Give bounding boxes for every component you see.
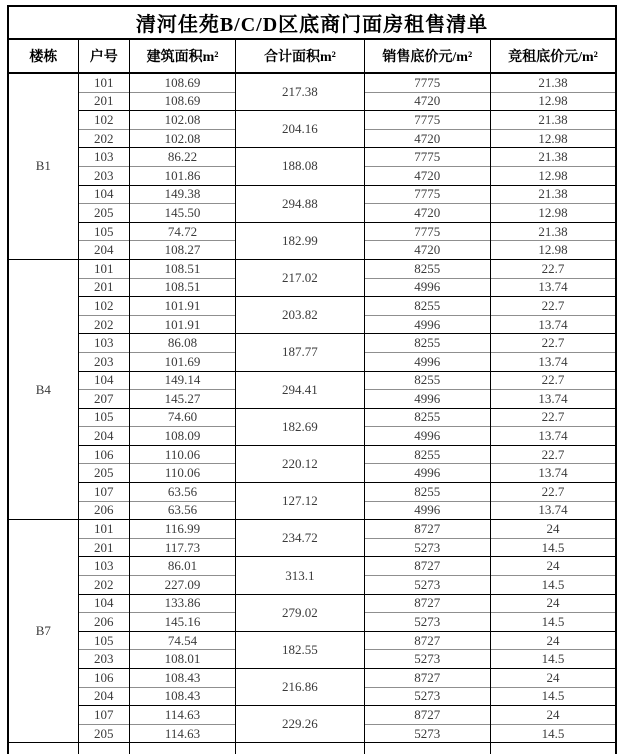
cell-area: 102.08 bbox=[129, 111, 235, 130]
table-row bbox=[8, 334, 616, 353]
cell-unit: 105 bbox=[78, 222, 129, 241]
cell-unit: 201 bbox=[78, 278, 129, 297]
cell-sale-price: 7775 bbox=[364, 73, 490, 92]
cell-area: 133.86 bbox=[129, 594, 235, 613]
table-row bbox=[8, 297, 616, 316]
table-row bbox=[8, 445, 616, 464]
cell-sale-price: 4996 bbox=[364, 427, 490, 446]
cell-sale-price: 8255 bbox=[364, 483, 490, 502]
cell-unit: 203 bbox=[78, 166, 129, 185]
cell-sale-price: 5273 bbox=[364, 613, 490, 632]
table-row bbox=[8, 483, 616, 502]
cell-unit: 206 bbox=[78, 501, 129, 520]
cell-rent-price: 12.98 bbox=[491, 129, 617, 148]
cell-total-area: 188.08 bbox=[236, 148, 364, 185]
table-row bbox=[8, 669, 616, 688]
cell-sale-price: 7775 bbox=[364, 148, 490, 167]
cell-area: 149.14 bbox=[129, 371, 235, 390]
table-row bbox=[8, 557, 616, 576]
cell-unit: 202 bbox=[78, 129, 129, 148]
col-header-unit: 户号 bbox=[78, 39, 129, 73]
cell-rent-price: 14.5 bbox=[491, 538, 617, 557]
table-row bbox=[8, 111, 616, 130]
title-row bbox=[8, 6, 616, 39]
table-row bbox=[8, 594, 616, 613]
cell-unit: 106 bbox=[78, 669, 129, 688]
cell-rent-price: 24 bbox=[491, 631, 617, 650]
cell-area: 110.06 bbox=[129, 445, 235, 464]
cell-rent-price: 24 bbox=[491, 594, 617, 613]
cell-unit: 105 bbox=[78, 408, 129, 427]
cell-unit: 205 bbox=[78, 724, 129, 743]
cell-sale-price: 4720 bbox=[364, 204, 490, 223]
cell-sale-price: 4720 bbox=[364, 241, 490, 260]
cell-rent-price: 24 bbox=[491, 557, 617, 576]
cell-total-area: 234.72 bbox=[236, 520, 364, 557]
table-row-partial bbox=[8, 743, 616, 754]
cell-unit: 102 bbox=[78, 297, 129, 316]
cell-unit: 207 bbox=[78, 390, 129, 409]
cell-total-area: 217.38 bbox=[236, 73, 364, 111]
cell-total-area: 187.77 bbox=[236, 334, 364, 371]
cell-rent-price: 13.74 bbox=[491, 427, 617, 446]
table-row bbox=[8, 520, 616, 539]
cell-total-area: 204.16 bbox=[236, 111, 364, 148]
cell-unit: 101 bbox=[78, 520, 129, 539]
cell-sale-price: 4720 bbox=[364, 92, 490, 111]
cell-unit: 104 bbox=[78, 185, 129, 204]
cell-unit: 107 bbox=[78, 706, 129, 725]
cell-sale-price: 7775 bbox=[364, 111, 490, 130]
cell-sale-price: 4996 bbox=[364, 278, 490, 297]
cell-sale-price: 8727 bbox=[364, 706, 490, 725]
cell-area: 74.72 bbox=[129, 222, 235, 241]
cell-unit: 101 bbox=[78, 259, 129, 278]
cell-sale-price: 8255 bbox=[364, 445, 490, 464]
table-row bbox=[8, 259, 616, 278]
cell-sale-price: 8727 bbox=[364, 557, 490, 576]
cell-sale-price: 8255 bbox=[364, 259, 490, 278]
cell-sale-price: 8727 bbox=[364, 520, 490, 539]
cell-total-area: 182.55 bbox=[236, 631, 364, 668]
cell-unit: 106 bbox=[78, 445, 129, 464]
cell-rent-price: 14.5 bbox=[491, 724, 617, 743]
cell-rent-price: 21.38 bbox=[491, 111, 617, 130]
cell-unit: 103 bbox=[78, 557, 129, 576]
table-row bbox=[8, 408, 616, 427]
table-body bbox=[8, 73, 616, 754]
cell-area: 86.01 bbox=[129, 557, 235, 576]
cell-rent-price: 22.7 bbox=[491, 297, 617, 316]
cell-unit: 201 bbox=[78, 92, 129, 111]
cell-rent-price: 22.7 bbox=[491, 445, 617, 464]
col-header-building: 楼栋 bbox=[8, 39, 78, 73]
cell-rent-price: 22.7 bbox=[491, 483, 617, 502]
cell-area: 101.91 bbox=[129, 297, 235, 316]
cell-sale-price: 4996 bbox=[364, 352, 490, 371]
cell-area: 145.50 bbox=[129, 204, 235, 223]
cell-rent-price: 14.5 bbox=[491, 650, 617, 669]
col-header-total-area: 合计面积m² bbox=[236, 39, 364, 73]
cell-area: 108.51 bbox=[129, 259, 235, 278]
cell-rent-price: 12.98 bbox=[491, 241, 617, 260]
cell-unit: 205 bbox=[78, 464, 129, 483]
cell-area: 149.38 bbox=[129, 185, 235, 204]
cell-rent-price: 14.5 bbox=[491, 687, 617, 706]
cell-area: 108.69 bbox=[129, 73, 235, 92]
cell-total-area: 216.86 bbox=[236, 669, 364, 706]
cell-sale-price: 8727 bbox=[364, 594, 490, 613]
cell-rent-price: 21.38 bbox=[491, 148, 617, 167]
cell-rent-price: 12.98 bbox=[491, 204, 617, 223]
cell-rent-price: 13.74 bbox=[491, 352, 617, 371]
col-header-sale-price: 销售底价元/m² bbox=[364, 39, 490, 73]
cell-building: B1 bbox=[8, 73, 78, 259]
cell-rent-price: 21.38 bbox=[491, 222, 617, 241]
cell-building bbox=[8, 743, 78, 754]
table-row bbox=[8, 631, 616, 650]
cell-unit: 204 bbox=[78, 427, 129, 446]
cell-sale-price bbox=[364, 743, 490, 754]
cell-area bbox=[129, 743, 235, 754]
cell-area: 74.54 bbox=[129, 631, 235, 650]
cell-unit: 104 bbox=[78, 371, 129, 390]
cell-sale-price: 5273 bbox=[364, 650, 490, 669]
cell-rent-price bbox=[491, 743, 617, 754]
cell-area: 117.73 bbox=[129, 538, 235, 557]
cell-area: 63.56 bbox=[129, 483, 235, 502]
cell-area: 108.01 bbox=[129, 650, 235, 669]
cell-area: 74.60 bbox=[129, 408, 235, 427]
col-header-area: 建筑面积m² bbox=[129, 39, 235, 73]
cell-sale-price: 4996 bbox=[364, 390, 490, 409]
cell-rent-price: 22.7 bbox=[491, 408, 617, 427]
cell-total-area bbox=[236, 743, 364, 754]
cell-sale-price: 4996 bbox=[364, 315, 490, 334]
cell-area: 114.63 bbox=[129, 706, 235, 725]
cell-sale-price: 5273 bbox=[364, 724, 490, 743]
cell-area: 114.63 bbox=[129, 724, 235, 743]
cell-building: B4 bbox=[8, 259, 78, 519]
cell-area: 63.56 bbox=[129, 501, 235, 520]
cell-sale-price: 8255 bbox=[364, 297, 490, 316]
cell-unit bbox=[78, 743, 129, 754]
cell-sale-price: 5273 bbox=[364, 687, 490, 706]
page-title: 清河佳苑B/C/D区底商门面房租售清单 bbox=[8, 6, 616, 39]
cell-total-area: 279.02 bbox=[236, 594, 364, 631]
cell-total-area: 182.69 bbox=[236, 408, 364, 445]
cell-unit: 204 bbox=[78, 687, 129, 706]
cell-area: 108.09 bbox=[129, 427, 235, 446]
cell-sale-price: 8255 bbox=[364, 371, 490, 390]
col-header-rent-price: 竞租底价元/m² bbox=[491, 39, 617, 73]
table-row bbox=[8, 222, 616, 241]
cell-total-area: 313.1 bbox=[236, 557, 364, 594]
table-row bbox=[8, 148, 616, 167]
cell-sale-price: 4996 bbox=[364, 464, 490, 483]
cell-area: 227.09 bbox=[129, 576, 235, 595]
cell-unit: 205 bbox=[78, 204, 129, 223]
cell-total-area: 294.88 bbox=[236, 185, 364, 222]
cell-sale-price: 7775 bbox=[364, 185, 490, 204]
cell-rent-price: 24 bbox=[491, 520, 617, 539]
cell-unit: 206 bbox=[78, 613, 129, 632]
cell-unit: 105 bbox=[78, 631, 129, 650]
cell-sale-price: 8255 bbox=[364, 408, 490, 427]
cell-area: 108.43 bbox=[129, 669, 235, 688]
cell-rent-price: 13.74 bbox=[491, 315, 617, 334]
cell-unit: 103 bbox=[78, 334, 129, 353]
cell-area: 102.08 bbox=[129, 129, 235, 148]
cell-sale-price: 5273 bbox=[364, 576, 490, 595]
cell-area: 145.27 bbox=[129, 390, 235, 409]
cell-total-area: 203.82 bbox=[236, 297, 364, 334]
cell-area: 101.69 bbox=[129, 352, 235, 371]
cell-sale-price: 8727 bbox=[364, 669, 490, 688]
cell-rent-price: 13.74 bbox=[491, 501, 617, 520]
cell-area: 108.43 bbox=[129, 687, 235, 706]
cell-unit: 102 bbox=[78, 111, 129, 130]
header-row bbox=[8, 39, 616, 73]
cell-sale-price: 5273 bbox=[364, 538, 490, 557]
cell-sale-price: 7775 bbox=[364, 222, 490, 241]
cell-area: 110.06 bbox=[129, 464, 235, 483]
cell-area: 86.22 bbox=[129, 148, 235, 167]
table-row bbox=[8, 73, 616, 92]
cell-rent-price: 21.38 bbox=[491, 73, 617, 92]
cell-rent-price: 13.74 bbox=[491, 390, 617, 409]
cell-sale-price: 4720 bbox=[364, 166, 490, 185]
cell-rent-price: 12.98 bbox=[491, 92, 617, 111]
cell-rent-price: 13.74 bbox=[491, 278, 617, 297]
cell-sale-price: 4996 bbox=[364, 501, 490, 520]
cell-unit: 202 bbox=[78, 315, 129, 334]
table-row bbox=[8, 371, 616, 390]
cell-total-area: 229.26 bbox=[236, 706, 364, 743]
cell-sale-price: 8255 bbox=[364, 334, 490, 353]
cell-sale-price: 4720 bbox=[364, 129, 490, 148]
rental-listing-table bbox=[7, 5, 617, 754]
cell-unit: 204 bbox=[78, 241, 129, 260]
cell-area: 145.16 bbox=[129, 613, 235, 632]
cell-rent-price: 21.38 bbox=[491, 185, 617, 204]
cell-total-area: 217.02 bbox=[236, 259, 364, 296]
table-row bbox=[8, 706, 616, 725]
cell-area: 116.99 bbox=[129, 520, 235, 539]
cell-unit: 107 bbox=[78, 483, 129, 502]
cell-area: 108.27 bbox=[129, 241, 235, 260]
cell-unit: 202 bbox=[78, 576, 129, 595]
cell-area: 108.69 bbox=[129, 92, 235, 111]
cell-rent-price: 24 bbox=[491, 669, 617, 688]
cell-sale-price: 8727 bbox=[364, 631, 490, 650]
cell-total-area: 127.12 bbox=[236, 483, 364, 520]
cell-area: 101.91 bbox=[129, 315, 235, 334]
cell-rent-price: 22.7 bbox=[491, 371, 617, 390]
cell-area: 108.51 bbox=[129, 278, 235, 297]
cell-unit: 203 bbox=[78, 352, 129, 371]
cell-total-area: 294.41 bbox=[236, 371, 364, 408]
cell-unit: 103 bbox=[78, 148, 129, 167]
cell-building: B7 bbox=[8, 520, 78, 743]
cell-unit: 104 bbox=[78, 594, 129, 613]
cell-rent-price: 14.5 bbox=[491, 613, 617, 632]
cell-rent-price: 24 bbox=[491, 706, 617, 725]
cell-unit: 201 bbox=[78, 538, 129, 557]
cell-area: 86.08 bbox=[129, 334, 235, 353]
cell-unit: 203 bbox=[78, 650, 129, 669]
cell-total-area: 182.99 bbox=[236, 222, 364, 259]
cell-rent-price: 13.74 bbox=[491, 464, 617, 483]
cell-total-area: 220.12 bbox=[236, 445, 364, 482]
cell-rent-price: 14.5 bbox=[491, 576, 617, 595]
cell-area: 101.86 bbox=[129, 166, 235, 185]
table-row bbox=[8, 185, 616, 204]
cell-rent-price: 22.7 bbox=[491, 259, 617, 278]
cell-rent-price: 12.98 bbox=[491, 166, 617, 185]
cell-rent-price: 22.7 bbox=[491, 334, 617, 353]
cell-unit: 101 bbox=[78, 73, 129, 92]
